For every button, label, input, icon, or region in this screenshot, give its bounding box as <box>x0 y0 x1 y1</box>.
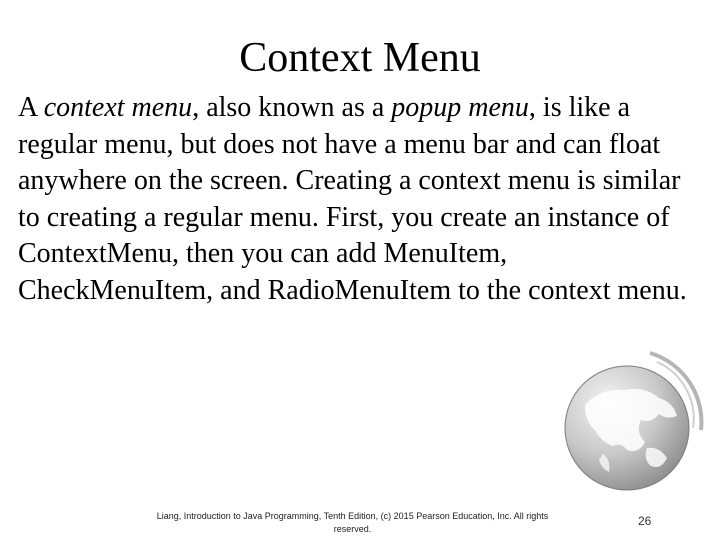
body-text-segment: A <box>18 92 44 123</box>
slide-title: Context Menu <box>239 35 481 81</box>
body-text-segment: , also known as a <box>192 92 392 123</box>
globe-icon <box>555 350 705 500</box>
body-italic-term: popup menu <box>391 92 529 123</box>
footer-citation: Liang, Introduction to Java Programming, Tenth Edition, (c) 2015 Pearson Education, Inc. All rights reserved. <box>156 511 549 534</box>
body-italic-term: context menu <box>43 92 193 123</box>
slide-body-paragraph <box>18 90 708 309</box>
body-text-segment: , is like a regular menu, but does not have a menu bar and can float anywhere on the screen. Creating a context menu is similar to creating a regular menu. First, you create an instance of ContextMenu, then you can add MenuItem, CheckMenuItem, and RadioMenuItem to the context menu. <box>18 92 687 306</box>
page-number: 26 <box>638 514 652 528</box>
